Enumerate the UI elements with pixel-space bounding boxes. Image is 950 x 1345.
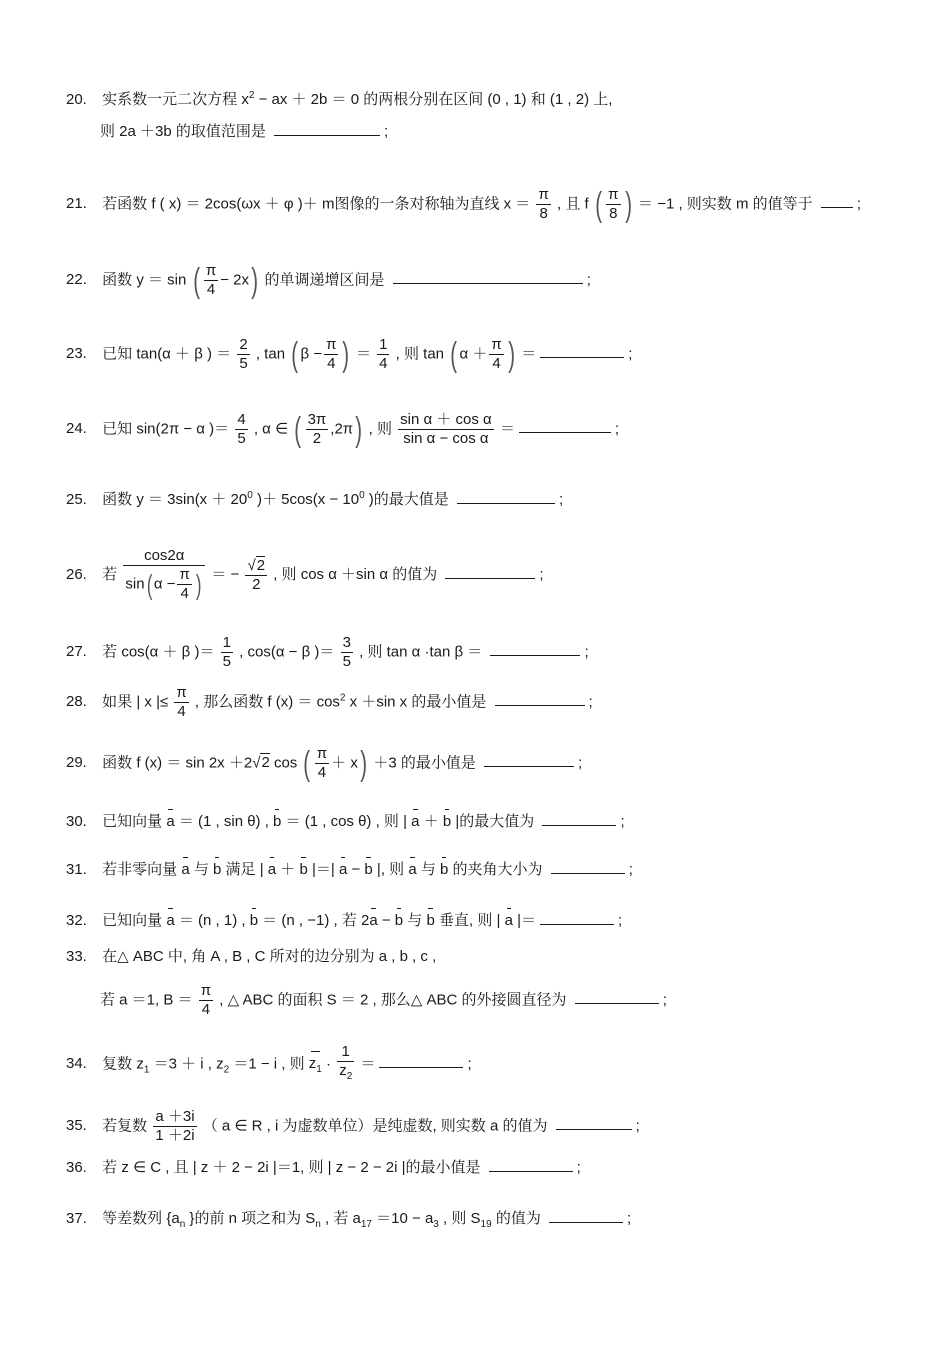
subscript: 1 bbox=[316, 1064, 322, 1076]
question-text: 若 bbox=[102, 565, 118, 583]
question-text: ＝ bbox=[499, 420, 515, 438]
degree-mark: 0 bbox=[247, 490, 253, 501]
question-text: ＝ (1 , cos θ) , 则 | bbox=[281, 813, 412, 830]
subscript: 1 bbox=[143, 1064, 150, 1076]
den-text: sin bbox=[125, 575, 145, 593]
end-mark: ; bbox=[584, 643, 589, 661]
question-number: 34. bbox=[66, 1055, 87, 1073]
end-mark: ; bbox=[627, 1210, 632, 1227]
right-paren: ) bbox=[342, 335, 350, 374]
denominator: 1 ＋2i bbox=[155, 1127, 195, 1144]
question-text: 若非零向量 bbox=[102, 861, 182, 878]
fraction bbox=[536, 186, 550, 223]
question-text: 则 2a ＋3b 的取值范围是 bbox=[100, 123, 266, 140]
question-number: 28. bbox=[66, 693, 87, 711]
right-paren: ) bbox=[251, 261, 259, 300]
question-text: |＝ bbox=[512, 912, 536, 929]
numerator: π bbox=[491, 336, 502, 353]
question-20 bbox=[66, 86, 612, 110]
vector-b: b bbox=[249, 912, 259, 929]
question-text: , 则 cos α ＋sin α 的值为 bbox=[273, 565, 438, 583]
denominator: 5 bbox=[237, 430, 246, 447]
question-text: 如果 | x |≤ bbox=[102, 693, 169, 711]
question-text: |, 则 bbox=[372, 861, 409, 878]
fraction bbox=[337, 1043, 354, 1086]
question-number: 27. bbox=[66, 643, 87, 661]
numerator: 1 bbox=[222, 634, 231, 651]
answer-blank[interactable] bbox=[556, 1115, 632, 1130]
numerator: π bbox=[205, 262, 217, 279]
question-number: 20. bbox=[66, 91, 87, 108]
question-text: ＝3 ＋ i , z bbox=[149, 1055, 224, 1073]
numerator: 3 bbox=[342, 634, 351, 651]
numerator: π bbox=[608, 186, 619, 203]
vector-a: a bbox=[338, 861, 348, 878]
question-text: , α ∈ bbox=[253, 420, 289, 438]
right-paren: ) bbox=[355, 410, 363, 449]
vector-b: b bbox=[299, 861, 308, 878]
question-text: ＝ − bbox=[211, 565, 240, 583]
denominator bbox=[337, 1061, 354, 1086]
numerator: 3π bbox=[307, 411, 327, 428]
denominator: sin α − cos α bbox=[398, 429, 494, 448]
question-28 bbox=[66, 684, 593, 721]
numerator: π bbox=[316, 745, 328, 762]
question-text: ＝1 − i , 则 bbox=[229, 1055, 305, 1073]
right-paren: ) bbox=[507, 335, 515, 374]
answer-blank[interactable] bbox=[519, 418, 611, 433]
question-text: 函数 f (x) ＝ sin 2x ＋2 bbox=[102, 754, 253, 772]
question-32 bbox=[66, 910, 622, 931]
question-text: ,2π bbox=[330, 420, 354, 438]
question-text: 若 a ＝1, B ＝ bbox=[100, 991, 193, 1009]
question-text: 的值为 bbox=[491, 1210, 541, 1227]
fraction bbox=[398, 411, 494, 448]
denominator: 4 bbox=[204, 280, 218, 299]
answer-blank[interactable] bbox=[495, 691, 585, 706]
right-paren: ) bbox=[360, 744, 367, 783]
question-text: , 若 a bbox=[320, 1210, 361, 1227]
numerator: 4 bbox=[237, 411, 246, 428]
vector-a: a bbox=[181, 861, 190, 878]
question-text: ＋ bbox=[276, 861, 300, 878]
vector-b: b bbox=[213, 861, 222, 878]
question-text: ＝ bbox=[355, 345, 371, 363]
denominator: 4 bbox=[489, 354, 503, 373]
numerator: π bbox=[326, 336, 337, 353]
end-mark: ; bbox=[588, 693, 593, 711]
numerator: √2 bbox=[247, 556, 266, 574]
question-22 bbox=[66, 262, 591, 299]
left-paren: ( bbox=[303, 744, 311, 783]
end-mark: ; bbox=[635, 1117, 640, 1135]
fraction bbox=[377, 336, 389, 373]
end-mark: ; bbox=[576, 1159, 581, 1176]
denominator: 4 bbox=[315, 763, 329, 782]
question-27 bbox=[66, 634, 589, 671]
vector-b: b bbox=[426, 912, 435, 929]
question-text: )＋ 5cos(x − 10 bbox=[252, 491, 360, 508]
fraction bbox=[153, 1108, 196, 1145]
question-number: 22. bbox=[66, 271, 87, 289]
denominator: 2 bbox=[245, 575, 267, 594]
end-mark: ; bbox=[856, 195, 861, 213]
subscript: 2 bbox=[223, 1064, 230, 1076]
numerator: 1 bbox=[341, 1043, 350, 1060]
question-number: 30. bbox=[66, 813, 87, 830]
right-paren: ) bbox=[624, 185, 632, 224]
question-text: − 2x bbox=[220, 271, 249, 289]
question-text: )的最大值是 bbox=[364, 491, 449, 508]
question-number: 36. bbox=[66, 1159, 87, 1176]
vector-a: a bbox=[267, 861, 277, 878]
left-paren: ( bbox=[294, 410, 302, 449]
question-text: , 则 tan bbox=[395, 345, 445, 363]
fraction bbox=[123, 547, 205, 603]
question-text: 若复数 bbox=[102, 1117, 148, 1135]
vector-b: b bbox=[273, 813, 282, 830]
denominator: 4 bbox=[199, 1000, 213, 1019]
question-text: ＝ bbox=[521, 345, 537, 363]
z-symbol: z bbox=[339, 1062, 347, 1079]
vector-a: a bbox=[166, 912, 175, 929]
question-number: 24. bbox=[66, 420, 87, 438]
question-number: 25. bbox=[66, 491, 87, 508]
left-paren: ( bbox=[291, 335, 299, 374]
question-number: 29. bbox=[66, 754, 87, 772]
subscript: n bbox=[315, 1219, 321, 1230]
denominator: 2 bbox=[306, 429, 329, 448]
den-text: α − bbox=[153, 575, 176, 593]
answer-blank[interactable] bbox=[542, 811, 616, 826]
fraction bbox=[489, 336, 503, 373]
question-text: 函数 y ＝ sin bbox=[102, 271, 187, 289]
question-33 bbox=[66, 947, 436, 967]
conjugate-z1 bbox=[309, 1054, 322, 1080]
question-31 bbox=[66, 859, 633, 880]
numerator: 1 bbox=[379, 336, 388, 353]
left-paren: ( bbox=[450, 335, 458, 374]
fraction bbox=[606, 186, 620, 223]
numerator: π bbox=[176, 684, 187, 701]
end-mark: ; bbox=[614, 420, 620, 438]
answer-blank[interactable] bbox=[540, 910, 614, 925]
answer-blank[interactable] bbox=[489, 1157, 573, 1172]
question-text: 与 bbox=[189, 861, 214, 878]
fraction bbox=[235, 411, 247, 448]
answer-blank[interactable] bbox=[274, 121, 380, 136]
numerator: π bbox=[200, 982, 212, 999]
question-25 bbox=[66, 486, 563, 510]
question-text: , 则 tan α ·tan β ＝ bbox=[359, 643, 483, 661]
question-text: 实系数一元二次方程 x bbox=[102, 91, 249, 108]
question-text: ＝ (n , −1) , 若 2 bbox=[258, 912, 370, 929]
answer-blank[interactable] bbox=[540, 343, 624, 358]
left-paren: ( bbox=[595, 185, 602, 224]
subscript: 17 bbox=[360, 1219, 372, 1230]
fraction bbox=[341, 634, 353, 671]
fraction bbox=[177, 566, 191, 603]
degree-mark: 0 bbox=[359, 490, 365, 501]
question-37 bbox=[66, 1208, 631, 1235]
question-text: , cos(α − β )＝ bbox=[239, 643, 335, 661]
numerator: 2 bbox=[239, 336, 248, 353]
question-text: 若 z ∈ C , 且 | z ＋ 2 − 2i |＝1, 则 | z − 2 − 2i |的最小值是 bbox=[102, 1159, 481, 1176]
question-text: }的前 n 项之和为 S bbox=[185, 1210, 316, 1227]
question-text: |的最大值为 bbox=[451, 813, 535, 830]
question-text: , tan bbox=[255, 345, 286, 363]
denominator: 5 bbox=[222, 653, 231, 670]
answer-blank[interactable] bbox=[457, 489, 555, 504]
end-mark: ; bbox=[467, 1055, 472, 1073]
question-text: 复数 z bbox=[102, 1055, 144, 1073]
answer-blank[interactable] bbox=[575, 989, 659, 1004]
left-paren: ( bbox=[192, 261, 200, 300]
question-text: · bbox=[321, 1055, 332, 1073]
fraction bbox=[237, 336, 249, 373]
question-text: 的单调递增区间是 bbox=[264, 271, 385, 289]
question-text: ＝ (n , 1) , bbox=[174, 912, 250, 929]
right-paren: ) bbox=[195, 568, 202, 600]
denominator: 5 bbox=[342, 653, 351, 670]
question-number: 33. bbox=[66, 948, 87, 965]
subscript: 2 bbox=[346, 1071, 353, 1082]
question-text: 等差数列 {a bbox=[102, 1210, 180, 1227]
question-30 bbox=[66, 811, 625, 832]
end-mark: ; bbox=[620, 813, 625, 830]
vector-a: a bbox=[411, 813, 420, 830]
question-text: cos bbox=[269, 754, 298, 772]
question-29: 29. 函数 f (x) ＝ sin 2x ＋2√2 cos ( $\frac{\pi}{4}$ ＋ x) ＋3 的最小值是 ; bbox=[66, 744, 583, 783]
numerator: a ＋3i bbox=[155, 1108, 195, 1125]
end-mark: ; bbox=[628, 345, 633, 363]
vector-b: b bbox=[364, 861, 373, 878]
question-number: 31. bbox=[66, 861, 87, 878]
question-text: , 则 S bbox=[438, 1210, 481, 1227]
vector-b: b bbox=[442, 813, 452, 830]
fraction bbox=[174, 684, 188, 721]
vector-b: b bbox=[394, 912, 404, 929]
denominator bbox=[123, 565, 205, 603]
question-21 bbox=[66, 186, 861, 223]
denominator: 8 bbox=[606, 204, 620, 223]
end-mark: ; bbox=[586, 271, 591, 289]
question-number: 32. bbox=[66, 912, 87, 929]
question-text: 已知 sin(2π − α )＝ bbox=[102, 420, 230, 438]
answer-blank[interactable] bbox=[549, 1208, 623, 1223]
answer-blank[interactable] bbox=[393, 269, 583, 284]
question-number: 35. bbox=[66, 1117, 87, 1135]
end-mark: ; bbox=[384, 123, 389, 140]
question-text: β − bbox=[300, 345, 323, 363]
numerator: π bbox=[538, 186, 549, 203]
question-text: |＝| bbox=[307, 861, 339, 878]
answer-blank[interactable] bbox=[379, 1053, 463, 1068]
end-mark: ; bbox=[617, 912, 623, 929]
question-text: 在△ ABC 中, 角 A , B , C 所对的边分别为 a , b , c , bbox=[102, 948, 437, 965]
question-34 bbox=[66, 1043, 472, 1086]
denominator: 4 bbox=[174, 702, 188, 721]
question-text: − ax ＋ 2b ＝ 0 的两根分别在区间 (0 , 1) 和 (1 , 2) 上, bbox=[254, 91, 613, 108]
question-text: α ＋ bbox=[459, 345, 488, 363]
vector-a: a bbox=[369, 912, 378, 929]
fraction bbox=[315, 745, 329, 782]
question-text: 函数 y ＝ 3sin(x ＋ 20 bbox=[102, 491, 248, 508]
question-text: , △ ABC 的面积 S ＝ 2 , 那么△ ABC 的外接圆直径为 bbox=[219, 991, 567, 1009]
question-text: 已知向量 bbox=[102, 813, 167, 830]
denominator: 5 bbox=[239, 355, 248, 372]
question-text: , 且 f bbox=[557, 195, 589, 213]
denominator: 4 bbox=[324, 354, 338, 373]
denominator: 4 bbox=[177, 584, 191, 603]
answer-blank[interactable] bbox=[821, 193, 853, 208]
question-35 bbox=[66, 1108, 640, 1145]
question-text: 与 bbox=[403, 912, 427, 929]
denominator: 8 bbox=[536, 204, 550, 223]
numerator: cos2α bbox=[144, 547, 185, 564]
question-text: , 那么函数 f (x) ＝ cos bbox=[194, 693, 340, 711]
question-33-line2 bbox=[100, 982, 667, 1019]
question-text: − bbox=[347, 861, 365, 878]
question-text: ＋3 的最小值是 bbox=[373, 754, 476, 772]
subscript: 19 bbox=[480, 1219, 492, 1230]
question-26 bbox=[66, 547, 544, 603]
question-24 bbox=[66, 411, 619, 448]
fraction bbox=[306, 411, 329, 448]
answer-blank[interactable] bbox=[484, 752, 574, 767]
question-number: 37. bbox=[66, 1210, 87, 1227]
question-text: 与 bbox=[416, 861, 441, 878]
question-number: 23. bbox=[66, 345, 87, 363]
denominator: 4 bbox=[379, 355, 388, 372]
question-20-line2 bbox=[100, 121, 388, 142]
vector-b: b bbox=[440, 861, 449, 878]
answer-blank[interactable] bbox=[490, 641, 580, 656]
radicand: 2 bbox=[256, 556, 266, 574]
question-text: 已知 tan(α ＋ β ) ＝ bbox=[102, 345, 232, 363]
question-text: （ a ∈ R , i 为虚数单位）是纯虚数, 则实数 a 的值为 bbox=[202, 1117, 548, 1135]
question-text: ＝ (1 , sin θ) , bbox=[174, 813, 274, 830]
end-mark: ; bbox=[539, 565, 544, 583]
numerator: π bbox=[179, 566, 190, 583]
end-mark: ; bbox=[578, 754, 583, 772]
question-text: ＝ bbox=[360, 1055, 376, 1073]
answer-blank[interactable] bbox=[445, 564, 535, 579]
numerator: sin α ＋ cos α bbox=[400, 411, 492, 428]
question-text: 的夹角大小为 bbox=[448, 861, 543, 878]
question-text: ＝ −1 , 则实数 m 的值等于 bbox=[638, 195, 813, 213]
question-36 bbox=[66, 1157, 581, 1178]
question-23 bbox=[66, 336, 632, 373]
fraction bbox=[204, 262, 218, 299]
fraction bbox=[221, 634, 233, 671]
end-mark: ; bbox=[662, 991, 667, 1009]
question-number: 26. bbox=[66, 565, 87, 583]
z-symbol: z bbox=[308, 1055, 317, 1073]
subscript: 3 bbox=[433, 1219, 439, 1230]
answer-blank[interactable] bbox=[551, 859, 625, 874]
fraction bbox=[245, 557, 267, 594]
end-mark: ; bbox=[628, 861, 633, 878]
left-paren: ( bbox=[146, 568, 153, 600]
question-text: , 则 bbox=[368, 420, 392, 438]
question-text: 满足 | bbox=[221, 861, 268, 878]
question-text: − bbox=[377, 912, 395, 929]
end-mark: ; bbox=[558, 491, 564, 508]
fraction bbox=[324, 336, 338, 373]
question-text: ＋ bbox=[419, 813, 443, 830]
exponent: 2 bbox=[248, 90, 255, 101]
question-text: ＝10 − a bbox=[372, 1210, 434, 1227]
question-text: 若函数 f ( x) ＝ 2cos(ωx ＋ φ )＋ m图像的一条对称轴为直线 x ＝ bbox=[102, 195, 531, 213]
radicand: 2 bbox=[261, 754, 270, 772]
vector-a: a bbox=[504, 912, 513, 929]
question-number: 21. bbox=[66, 195, 87, 213]
vector-a: a bbox=[408, 861, 417, 878]
question-text: 若 cos(α ＋ β )＝ bbox=[102, 643, 215, 661]
question-text: x ＋sin x 的最小值是 bbox=[345, 693, 487, 711]
subscript: n bbox=[179, 1219, 186, 1230]
vector-a: a bbox=[166, 813, 175, 830]
question-text: 垂直, 则 | bbox=[434, 912, 505, 929]
fraction bbox=[199, 982, 213, 1019]
question-text: ＋ x bbox=[331, 754, 358, 772]
exponent: 2 bbox=[339, 692, 346, 704]
question-text: 已知向量 bbox=[102, 912, 167, 929]
